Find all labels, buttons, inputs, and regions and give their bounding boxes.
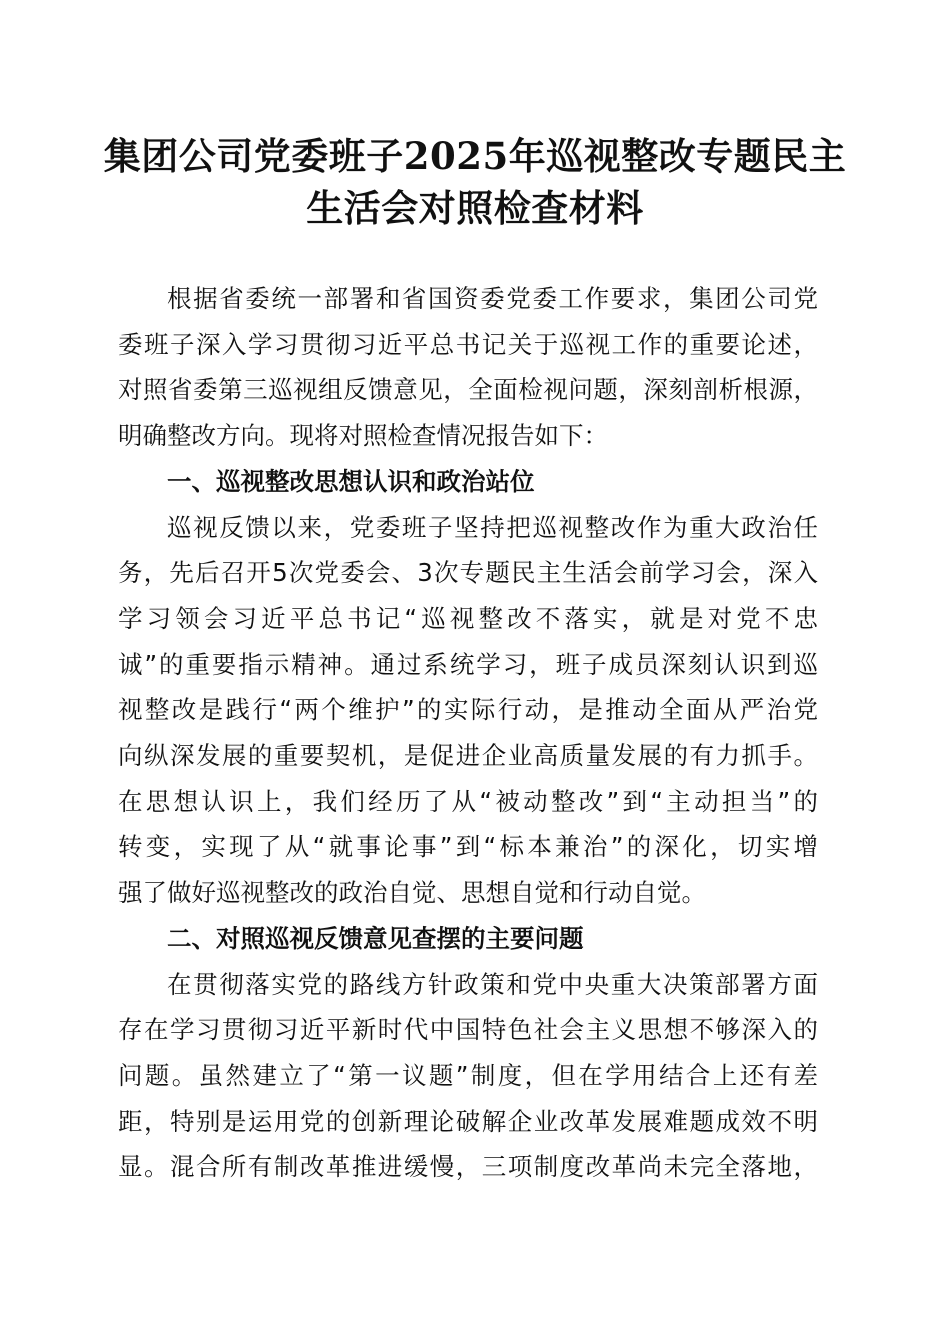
section-1-line: 强了做好巡视整改的政治自觉、思想自觉和行动自觉。 (118, 878, 706, 908)
section-2-line: 在贯彻落实党的路线方针政策和党中央重大决策部署方面 (167, 969, 818, 999)
intro-paragraph (118, 276, 818, 459)
title-line-2: 生活会对照检查材料 (306, 186, 644, 230)
section-1-line: 诚”的重要指示精神。通过系统学习，班子成员深刻认识到巡 (118, 649, 818, 679)
intro-line: 明确整改方向。现将对照检查情况报告如下： (118, 421, 608, 451)
title-line-1: 集团公司党委班子2025年巡视整改专题民主 (103, 134, 847, 178)
section-2-heading: 二、对照巡视反馈意见查摆的主要问题 (167, 923, 584, 953)
section-1-line: 巡视反馈以来，党委班子坚持把巡视整改作为重大政治任 (167, 512, 818, 542)
section-2-paragraph (118, 962, 818, 1191)
intro-line: 根据省委统一部署和省国资委党委工作要求，集团公司党 (167, 284, 818, 313)
section-1-line: 务，先后召开5次党委会、3次专题民主生活会前学习会，深入 (118, 558, 818, 588)
section-1-line: 视整改是践行“两个维护”的实际行动，是推动全面从严治党 (118, 695, 818, 725)
section-1-line: 向纵深发展的重要契机，是促进企业高质量发展的有力抓手。 (118, 741, 818, 771)
intro-line: 对照省委第三巡视组反馈意见，全面检视问题，深刻剖析根源， (118, 375, 818, 405)
section-1-line: 学习领会习近平总书记“巡视整改不落实，就是对党不忠 (118, 603, 818, 633)
section-1-line: 转变，实现了从“就事论事”到“标本兼治”的深化，切实增 (118, 832, 818, 862)
document-body (118, 276, 818, 1190)
document-title (100, 130, 850, 234)
section-2-line: 问题。虽然建立了“第一议题”制度，但在学用结合上还有差 (118, 1060, 818, 1090)
section-2-line: 显。混合所有制改革推进缓慢，三项制度改革尚未完全落地， (118, 1152, 818, 1182)
section-1-heading: 一、巡视整改思想认识和政治站位 (167, 466, 535, 496)
section-1-line: 在思想认识上，我们经历了从“被动整改”到“主动担当”的 (118, 786, 818, 816)
section-1-paragraph (118, 505, 818, 916)
section-2-line: 存在学习贯彻习近平新时代中国特色社会主义思想不够深入的 (118, 1015, 818, 1045)
section-2-line: 距，特别是运用党的创新理论破解企业改革发展难题成效不明 (118, 1106, 818, 1136)
intro-line: 委班子深入学习贯彻习近平总书记关于巡视工作的重要论述， (118, 329, 818, 359)
